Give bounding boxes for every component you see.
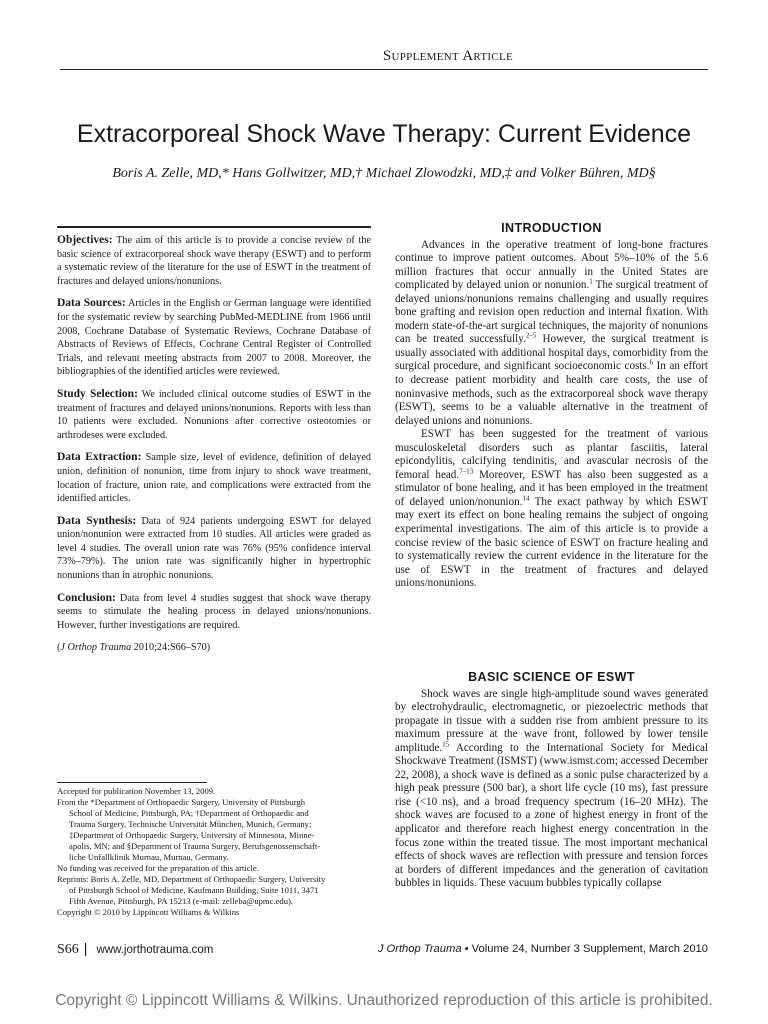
footnote-line: ‡Department of Orthopaedic Surgery, University of Minnesota, Minne- bbox=[69, 830, 315, 840]
header-divider bbox=[60, 69, 708, 70]
footnote-line: From the *Department of Orthopaedic Surgery, University of Pittsburgh bbox=[57, 797, 306, 807]
abstract-data-synthesis: Data Synthesis: Data of 924 patients undergoing ESWT for delayed union/nonunion were extracted from 10 studies. All articles were graded as level 4 studies. The overall union rate was 76% (95% confidence interval 73%–79%). The union rate was significantly higher in hypertrophic nonunions than in atrophic nonunions. bbox=[57, 514, 371, 582]
footnote-line: liche Unfallklinik Murnau, Murnau, Germany. bbox=[69, 852, 229, 862]
abstract-objectives: Objectives: The aim of this article is to provide a concise review of the basic science of extracorporeal shock wave therapy (ESWT) and to perform a systematic review of the literature for the use of ESWT in the treatment of fractures and delayed unions/nonunions. bbox=[57, 234, 371, 287]
section-label: Supplement Article bbox=[382, 48, 513, 64]
footer-journal-name: J Orthop Trauma bbox=[377, 943, 462, 955]
footnote-line: Reprints: Boris A. Zelle, MD, Department of Orthopaedic Surgery, University bbox=[57, 874, 326, 884]
copyright-notice: Copyright © Lippincott Williams & Wilkins. Unauthorized reproduction of this article is prohibited. bbox=[55, 992, 713, 1009]
footnote-line: Accepted for publication November 13, 2009. bbox=[57, 786, 216, 796]
basic-science-paragraph-1: Shock waves are single high-amplitude sound waves generated by electrohydraulic, electromagnetic, or piezoelectric methods that propagate in tissue with a sudden rise from ambient pressure to its maximum pressure at the wave front, followed by lower tensile amplitude.$^{15}$ According to the International Society for Medical Shockwave Treatment (ISMST) (www.ismst.com; accessed December 22, 2008), a shock wave is defined as a sonic pulse characterized by a high peak pressure (500 bar), a short life cycle (10 ms), fast pressure rise (<10 ns), and a broad frequency spectrum (16–20 MHz). The shock waves are focused to a zone of highest energy in front of the applicator and therefore reach highest energy concentration in the focus zone within the treated tissue. The most important mechanical effects of shock waves are reflection with pressure and tension forces at borders of different impedances and the generation of cavitation bubbles in liquids. These vacuum bubbles typically collapse bbox=[395, 687, 708, 890]
introduction-heading: INTRODUCTION bbox=[501, 221, 602, 235]
page-footer-left bbox=[57, 940, 213, 958]
abstract-study-selection: Study Selection: We included clinical outcome studies of ESWT in the treatment of fractures and delayed unions/nonunions. Reports with less than 10 patients were excluded. Nonunions after corrective osteotomies or arthrodeses were excluded. bbox=[57, 387, 371, 441]
author-list: Boris A. Zelle, MD,* Hans Gollwitzer, MD,† Michael Zlowodzki, MD,‡ and Volker Bühren, MD§ bbox=[112, 166, 656, 181]
introduction-paragraph-2: ESWT has been suggested for the treatment of various musculoskeletal disorders such as plantar fasciitis, lateral epicondylitis, calcifying tendinitis, and avascular necrosis of the femoral head.$^{7-13}$ Moreover, ESWT has also been suggested as a stimulator of bone healing, and it has been employed in the treatment of delayed union/nonunion.$^{14}$ The exact pathway by which ESWT may exert its effect on bone healing remains the subject of ongoing experimental investigations. The aim of this article is to provide a concise review of the basic science of ESWT on fracture healing and to systematically review the current evidence in the literature for the use of ESWT in the treatment of fractures and delayed unions/nonunions. bbox=[395, 428, 708, 590]
footnotes bbox=[57, 786, 371, 918]
basic-science-section bbox=[395, 671, 708, 891]
footnote-line: Fifth Avenue, Pittsburgh, PA 15213 (e-mail: zelleba@upmc.edu). bbox=[69, 896, 294, 906]
footer-issue: • Volume 24, Number 3 Supplement, March 2010 bbox=[461, 943, 708, 955]
footnote-line: School of Medicine, Pittsburgh, PA; †Department of Orthopaedic and bbox=[69, 808, 309, 818]
introduction-paragraph-1: Advances in the operative treatment of long-bone fractures continue to improve patient outcomes. About 5%–10% of the 5.6 million fractures that occur annually in the United States are complicated by delayed union or nonunion.$^1$ The surgical treatment of delayed unions/nonunions remains challenging and usually requires bone grafting and revision open reduction and internal fixation. With modern state-of-the-art surgical techniques, the majority of nonunions can be treated successfully.$^{2-5}$ However, the surgical treatment is usually associated with additional hospital days, comorbidity from the surgical procedure, and significant socioeconomic costs.$^6$ In an effort to decrease patient morbidity and health care costs, the use of noninvasive methods, such as the extracorporeal shock wave therapy (ESWT), seems to be a valuable alternative in the treatment of delayed unions and nonunions. bbox=[395, 238, 708, 427]
citation: (J Orthop Trauma 2010;24:S66–S70) bbox=[57, 642, 211, 654]
abstract-conclusion: Conclusion: Data from level 4 studies suggest that shock wave therapy seems to stimulate the healing process in delayed unions/nonunions. However, further investigations are required. bbox=[57, 591, 371, 631]
footnote-line: Trauma Surgery, Technische Universität München, Munich, Germany; bbox=[69, 819, 312, 829]
introduction-section bbox=[395, 222, 708, 591]
footnote-line: of Pittsburgh School of Medicine, Kaufmann Building, Suite 1011, 3471 bbox=[69, 885, 319, 895]
abstract-data-sources: Data Sources: Articles in the English or German language were identified for the systematic review by searching PubMed-MEDLINE from 1966 until 2008, Cochrane Database of Systematic Reviews, Cochrane Database of Abstracts of Reviews of Effects, Cochrane Central Register of Controlled Trials, and relevant meeting abstracts from 2007 to 2008. Moreover, the bibliographies of the identified articles were reviewed. bbox=[57, 297, 371, 378]
footnote-line: apolis, MN; and §Department of Trauma Surgery, Berufsgenossenschaft- bbox=[69, 841, 321, 851]
article-title: Extracorporeal Shock Wave Therapy: Current Evidence bbox=[76, 120, 692, 148]
page-number: S66 bbox=[57, 942, 79, 957]
abstract-divider bbox=[57, 226, 371, 228]
footnote-divider bbox=[57, 782, 207, 783]
footnote-line: No funding was received for the preparation of this article. bbox=[57, 863, 259, 873]
journal-website-link[interactable]: www.jorthotrauma.com bbox=[96, 944, 214, 956]
footnote-line: Copyright © 2010 by Lippincott Williams & Wilkins bbox=[57, 907, 240, 917]
page-footer-right bbox=[378, 943, 708, 955]
footer-divider: | bbox=[83, 940, 88, 956]
abstract bbox=[57, 234, 371, 655]
basic-science-heading: BASIC SCIENCE OF ESWT bbox=[468, 670, 635, 684]
abstract-data-extraction: Data Extraction: Sample size, level of evidence, definition of delayed union, definition of nonunion, time from injury to shock wave treatment, location of fracture, union rate, and complications were extracted from the identified articles. bbox=[57, 451, 371, 505]
